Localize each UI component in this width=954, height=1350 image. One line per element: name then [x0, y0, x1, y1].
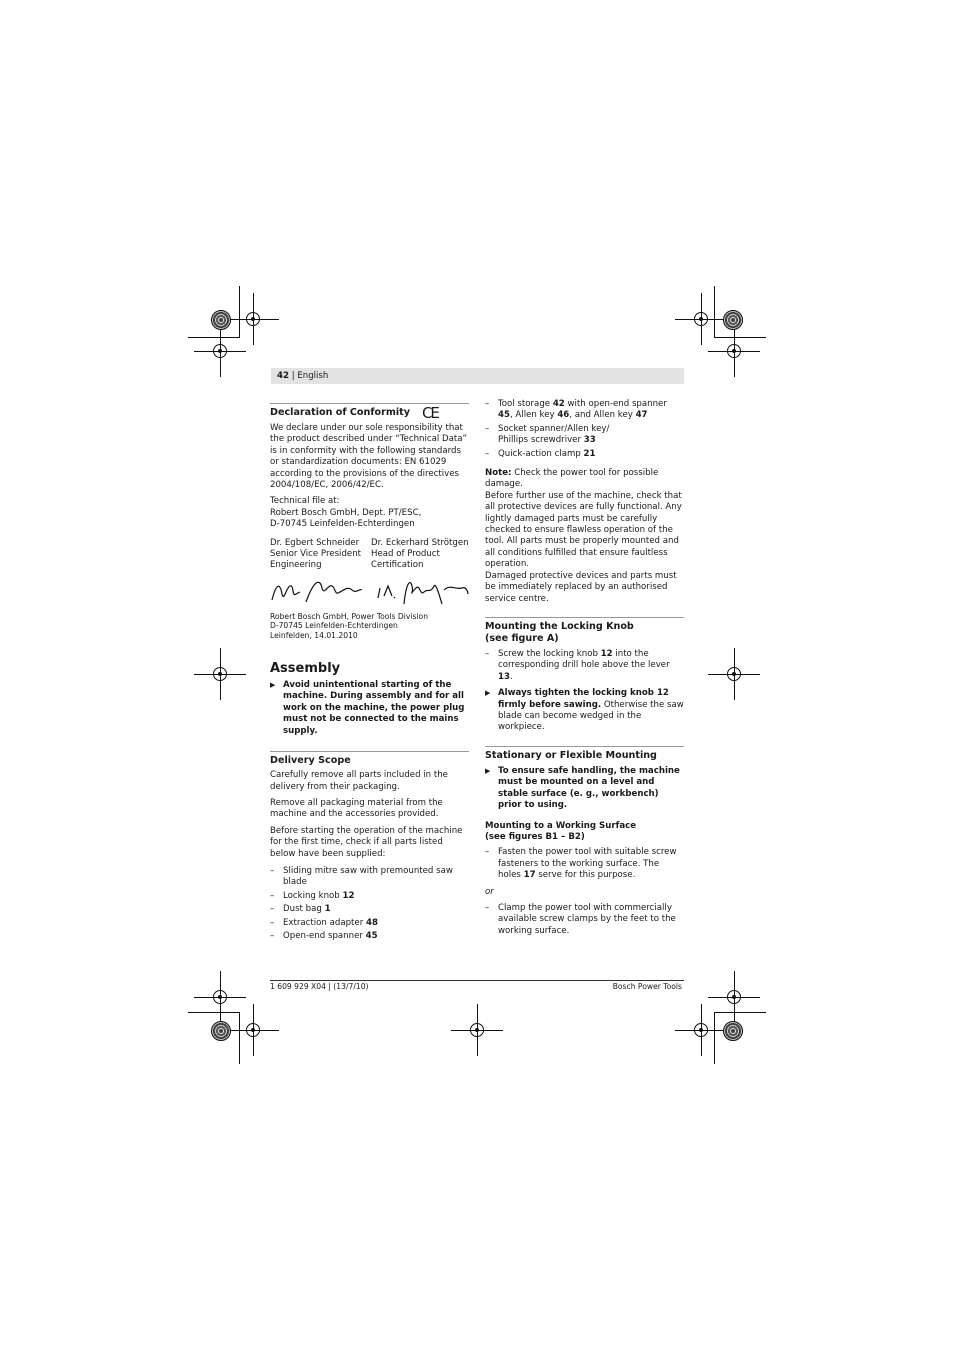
damaged-paragraph: Damaged protective devices and parts must be immediately replaced by an authorised service centre.: [485, 570, 677, 604]
footer-rule: [270, 980, 684, 981]
declaration-section: [270, 403, 469, 641]
mounting-step-1: – Fasten the power tool with suitable screw fasteners to the working surface. The holes 17 serve for this purpose.: [485, 847, 684, 881]
page-number: 42: [277, 371, 289, 381]
header-language: English: [297, 371, 329, 381]
delivery-p2: Remove all packaging material from the machine and the accessories provided.: [270, 797, 443, 820]
declaration-body: We declare under our sole responsibility that the product described under “Technical Data” is in conformity with the following standards or standardization documents: EN 61029 according to the provisions of the directives 2004/108/EC, 2006/42/EC.: [270, 423, 467, 491]
list-item: – Open-end spanner 45: [270, 931, 469, 942]
list-item: – Sliding mitre saw with premounted saw blade: [270, 866, 469, 889]
working-surface-title: Mounting to a Working Surface (see figures B1 – B2): [485, 821, 637, 843]
note: Note: Check the power tool for possible damage.: [485, 468, 659, 490]
list-item: – Locking knob 12: [270, 891, 469, 902]
locking-knob-warning: ▶ Always tighten the locking knob 12 firmly before sawing. Otherwise the saw blade can become wedged in the workpiece.: [485, 688, 684, 734]
locking-knob-step: – Screw the locking knob 12 into the corresponding drill hole above the lever 13.: [485, 649, 684, 683]
assembly-title: Assembly: [270, 660, 341, 676]
check-paragraph: Before further use of the machine, check that all protective devices are fully functional. Any lightly damaged parts must be carefully checked to ensure flawless operation of the tool. All parts must be properly mounted and all conditions fulfilled that ensure faultless operation.: [485, 490, 682, 570]
left-column: [270, 403, 469, 944]
assembly-warning: ▶ Avoid unintentional starting of the machine. During assembly and for all work on the machine, the power plug must not be connected to the mains supply.: [270, 680, 469, 737]
declaration-title: Declaration of Conformity CE: [270, 404, 438, 422]
delivery-section: [270, 751, 469, 942]
locking-knob-title: Mounting the Locking Knob (see figure A): [485, 620, 634, 644]
page-header: [271, 368, 684, 384]
list-item: – Socket spanner/Allen key/ Phillips screwdriver 33: [485, 424, 684, 447]
delivery-p1: Carefully remove all parts included in the delivery from their packaging.: [270, 770, 448, 792]
right-column: [485, 399, 684, 939]
signer-stroetgen: Dr. Eckerhard Strötgen Head of Product Certification: [371, 537, 469, 571]
list-item: – Extraction adapter 48: [270, 918, 469, 929]
mounting-step-2: – Clamp the power tool with commercially available screw clamps by the feet to the working surface.: [485, 903, 684, 937]
assembly-section: [270, 660, 469, 737]
footer-right: Bosch Power Tools: [612, 982, 682, 991]
footer-left: 1 609 929 X04 | (13/7/10): [270, 982, 369, 991]
list-item: – Dust bag 1: [270, 904, 469, 915]
signers: [270, 538, 469, 572]
delivery-p3: Before starting the operation of the machine for the first time, check if all parts listed below have been supplied:: [270, 825, 463, 859]
locking-knob-section: [485, 617, 684, 734]
mounting-section: [485, 746, 684, 937]
header-separator: |: [288, 371, 298, 381]
signer-schneider: Dr. Egbert Schneider Senior Vice President Engineering: [270, 537, 362, 571]
mounting-warning: ▶ To ensure safe handling, the machine must be mounted on a level and stable surface (e. g., workbench) prior to using.: [485, 766, 684, 812]
list-item: – Tool storage 42 with open-end spanner 45, Allen key 46, and Allen key 47: [485, 399, 684, 422]
technical-file: Technical file at: Robert Bosch GmbH, Dept. PT/ESC, D-70745 Leinfelden-Echterdingen: [270, 496, 422, 530]
delivery-title: Delivery Scope: [270, 755, 351, 767]
issuer-address: Robert Bosch GmbH, Power Tools Division D-70745 Leinfelden-Echterdingen Leinfelden, 14.01.2010: [270, 611, 429, 641]
signatures-image: [270, 574, 469, 610]
mounting-title: Stationary or Flexible Mounting: [485, 749, 657, 761]
list-item: – Quick-action clamp 21: [485, 449, 684, 460]
delivery-list: [270, 866, 469, 942]
delivery-list-continued: [485, 399, 684, 460]
ce-mark-icon: CE: [421, 404, 438, 422]
or-text: or: [485, 886, 494, 897]
